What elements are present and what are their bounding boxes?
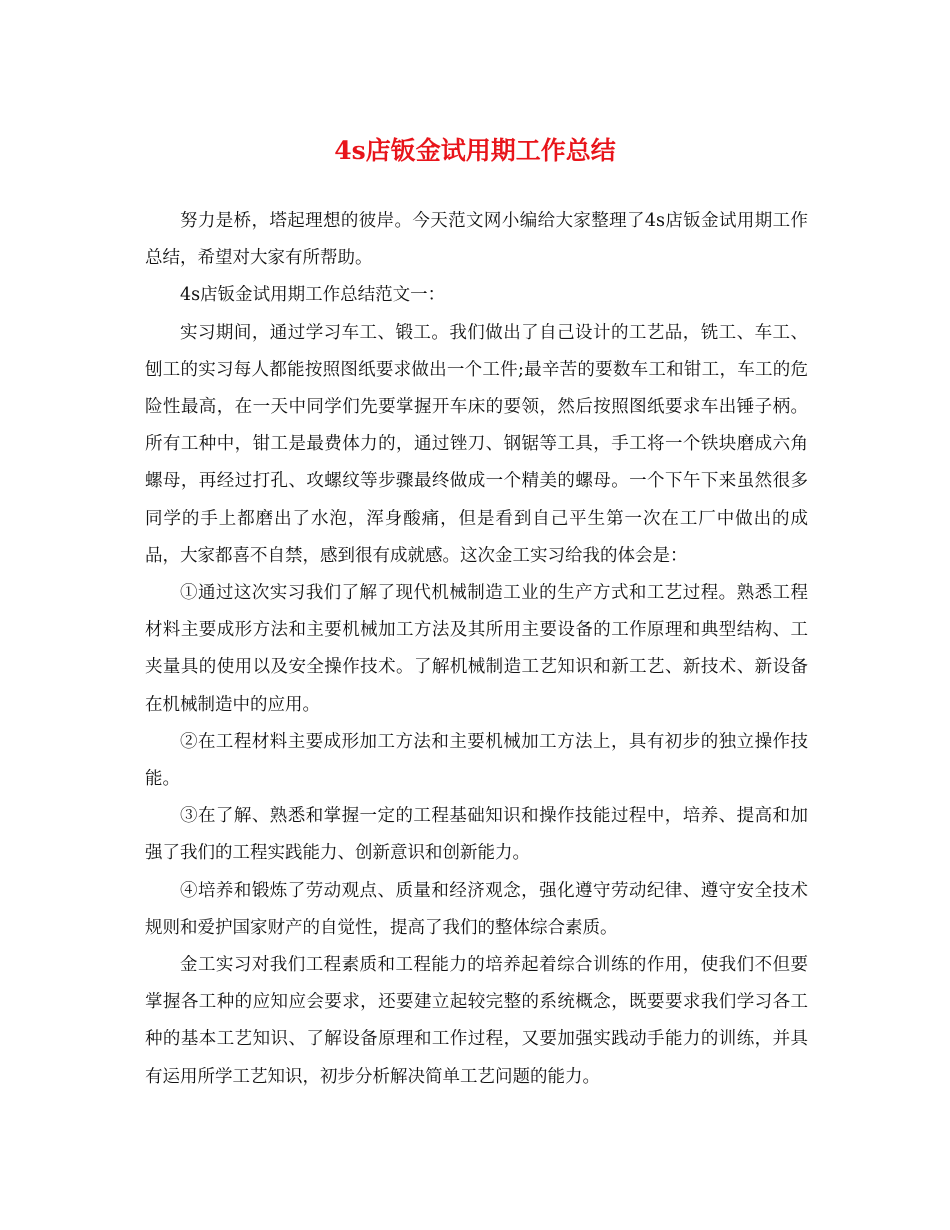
section-heading: 4s店钣金试用期工作总结范文一： (180, 285, 446, 306)
intro-paragraph: 努力是桥，塔起理想的彼岸。今天范文网小编给大家整理了4s店钣金试用期工作总结，希望对大家有所帮助。 (145, 211, 808, 269)
document-title: 4s店钣金试用期工作总结 (334, 136, 616, 165)
list-item-4: ④培养和锻炼了劳动观点、质量和经济观念，强化遵守劳动纪律、遵守安全技术规则和爱护国家财产的自觉性，提高了我们的整体综合素质。 (145, 880, 808, 938)
list-item-1: ①通过这次实习我们了解了现代机械制造工业的生产方式和工艺过程。熟悉工程材料主要成形方法和主要机械加工方法及其所用主要设备的工作原理和典型结构、工夹量具的使用以及安全操作技术。了解机械制造工艺知识和新工艺、新技术、新设备在机械制造中的应用。 (145, 583, 808, 715)
body-paragraph: 实习期间，通过学习车工、锻工。我们做出了自己设计的工艺品，铣工、车工、刨工的实习每人都能按照图纸要求做出一个工件;最辛苦的要数车工和钳工，车工的危险性最高，在一天中同学们先要掌握开车床的要领，然后按照图纸要求车出锤子柄。所有工种中，钳工是最费体力的，通过锉刀、钢锯等工具，手工将一个铁块磨成六角螺母，再经过打孔、攻螺纹等步骤最终做成一个精美的螺母。一个下午下来虽然很多同学的手上都磨出了水泡，浑身酸痛，但是看到自己平生第一次在工厂中做出的成品，大家都喜不自禁，感到很有成就感。这次金工实习给我的体会是： (145, 322, 808, 566)
document-body (145, 203, 808, 1096)
list-item-3: ③在了解、熟悉和掌握一定的工程基础知识和操作技能过程中，培养、提高和加强了我们的工程实践能力、创新意识和创新能力。 (145, 806, 808, 864)
closing-paragraph: 金工实习对我们工程素质和工程能力的培养起着综合训练的作用，使我们不但要掌握各工种的应知应会要求，还要建立起较完整的系统概念，既要要求我们学习各工种的基本工艺知识、了解设备原理和工作过程，又要加强实践动手能力的训练，并具有运用所学工艺知识，初步分析解决简单工艺问题的能力。 (145, 955, 808, 1087)
list-item-2: ②在工程材料主要成形加工方法和主要机械加工方法上，具有初步的独立操作技能。 (145, 731, 808, 790)
